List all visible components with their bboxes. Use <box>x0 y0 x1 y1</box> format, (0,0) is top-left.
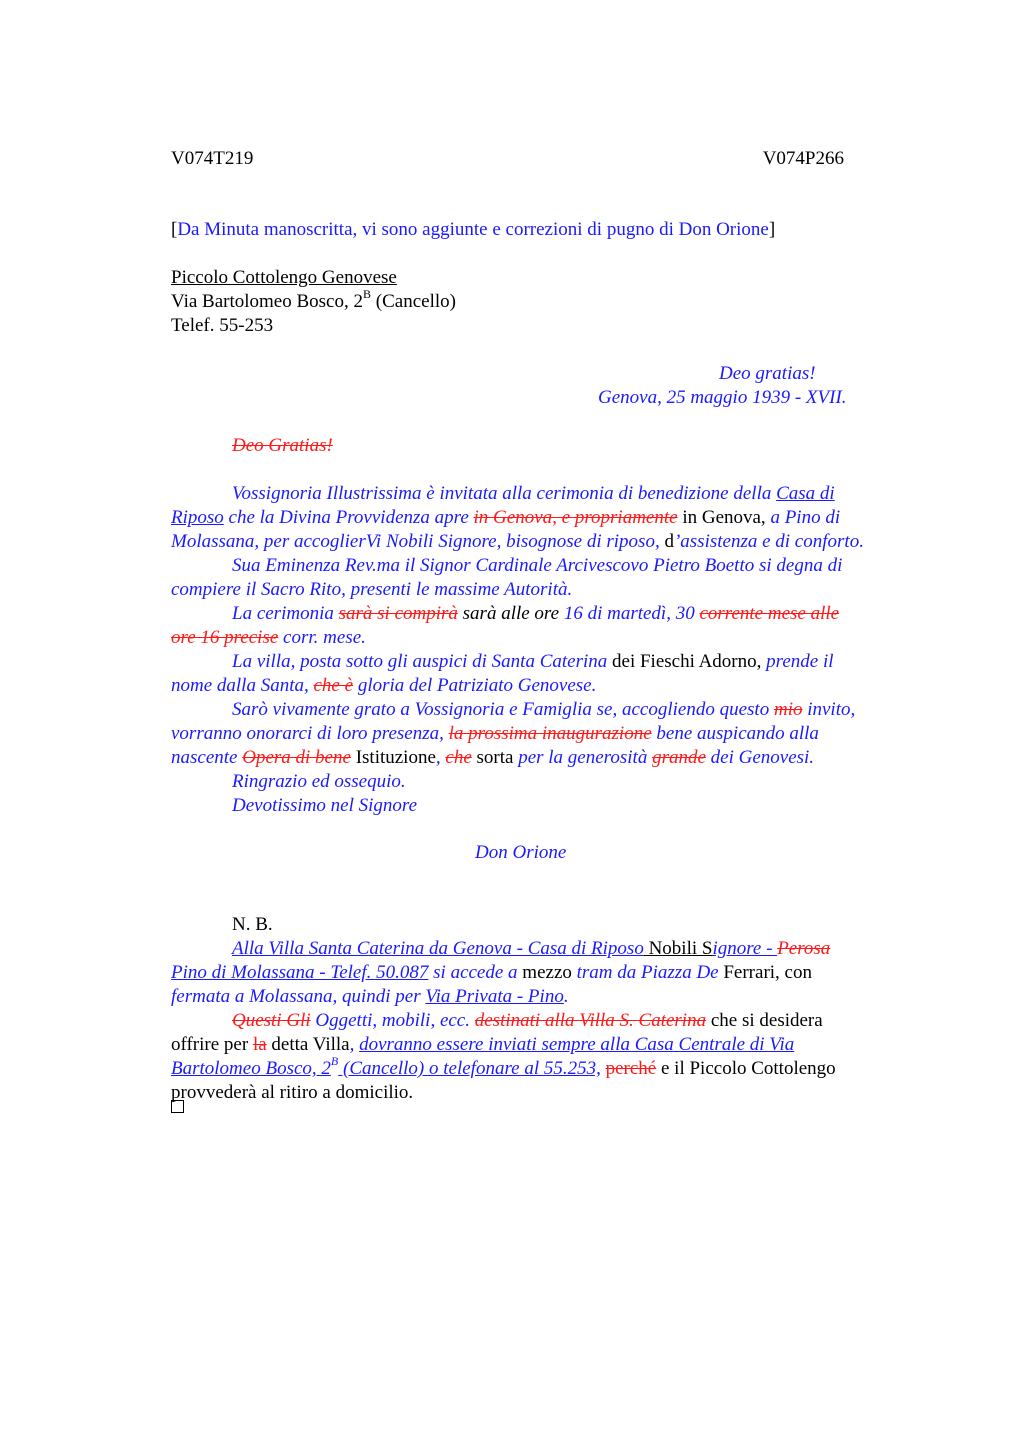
via-privata-link: Via Privata - Pino <box>425 986 564 1007</box>
closing-line: Ringrazio ed ossequio. <box>232 771 406 792</box>
sender-phone: Telef. 55-253 <box>171 315 274 336</box>
source-note-text: Da Minuta manoscritta, vi sono aggiunte e correzioni di pugno di Don Orione <box>177 219 769 240</box>
doc-code-left: V074T219 <box>171 148 254 169</box>
sender-address <box>171 286 456 314</box>
closing-line: Devotissimo nel Signore <box>232 795 418 816</box>
address-sup: B <box>363 286 372 301</box>
body-line: Molassana, per accoglierVi Nobili Signore, bisognose di riposo, d’assistenza e di conforto. <box>171 531 864 552</box>
body-line: Sarò vivamente grato a Vossignoria e Famiglia se, accogliendo questo mio invito, <box>232 699 856 720</box>
nb-line: offrire per la detta Villa, dovranno essere inviati sempre alla Casa Centrale di Via <box>171 1034 795 1055</box>
end-box <box>171 1100 184 1113</box>
nb-label: N. B. <box>232 914 273 935</box>
nb-line: provvederà al ritiro a domicilio. <box>171 1082 414 1103</box>
date-line: Genova, 25 maggio 1939 - XVII. <box>598 387 847 408</box>
nb-line: Pino di Molassana - Telef. 50.087 si accede a mezzo tram da Piazza De Ferrari, con <box>171 962 812 983</box>
nb-line: Alla Villa Santa Caterina da Genova - Casa di Riposo Nobili Signore - Perosa <box>232 938 831 959</box>
nb-line: Bartolomeo Bosco, $2^B$ (Cancello) o telefonare al 55.253, perché e il Piccolo Cottolengo <box>171 1053 836 1079</box>
body-line: La villa, posta sotto gli auspici di Santa Caterina dei Fieschi Adorno, prende il <box>232 651 834 672</box>
body-line: Riposo che la Divina Provvidenza apre in Genova, e propriamente in Genova, a Pino di <box>171 507 841 528</box>
address-street: Via Bartolomeo Bosco, 2 <box>171 291 363 312</box>
nb-line: fermata a Molassana, quindi per Via Privata - Pino. <box>171 986 569 1007</box>
signature: Don Orione <box>475 842 567 863</box>
address-gate: (Cancello) <box>371 291 456 312</box>
body-line: vorranno onorarci di loro presenza, la prossima inaugurazione bene auspicando alla <box>171 723 819 744</box>
doc-code-right: V074P266 <box>762 148 844 169</box>
sender-name: Piccolo Cottolengo Genovese <box>171 267 397 288</box>
body-line: Sua Eminenza Rev.ma il Signor Cardinale Arcivescovo Pietro Boetto si degna di <box>232 555 843 576</box>
nb-line: Questi Gli Oggetti, mobili, ecc. destinati alla Villa S. Caterina che si desidera <box>232 1010 823 1031</box>
body-line: compiere il Sacro Rito, presenti le massime Autorità. <box>171 579 573 600</box>
body-line: nome dalla Santa, che è gloria del Patriziato Genovese. <box>171 675 597 696</box>
source-note: [Da Minuta manoscritta, vi sono aggiunte e correzioni di pugno di Don Orione] <box>171 219 776 240</box>
body-line: ore 16 precise corr. mese. <box>171 627 366 648</box>
salute: Deo gratias! <box>719 363 816 384</box>
body-line: La cerimonia sarà si compirà sarà alle ore 16 di martedì, 30 corrente mese alle <box>232 603 840 624</box>
casa-di-riposo-link: Casa di <box>776 483 835 504</box>
body-line: nascente Opera di bene Istituzione, che sorta per la generosità grande dei Genovesi. <box>171 747 815 768</box>
body-line: Vossignoria Illustrissima è invitata alla cerimonia di benedizione della Casa di <box>232 483 835 504</box>
struck-salute: Deo Gratias! <box>232 435 333 456</box>
